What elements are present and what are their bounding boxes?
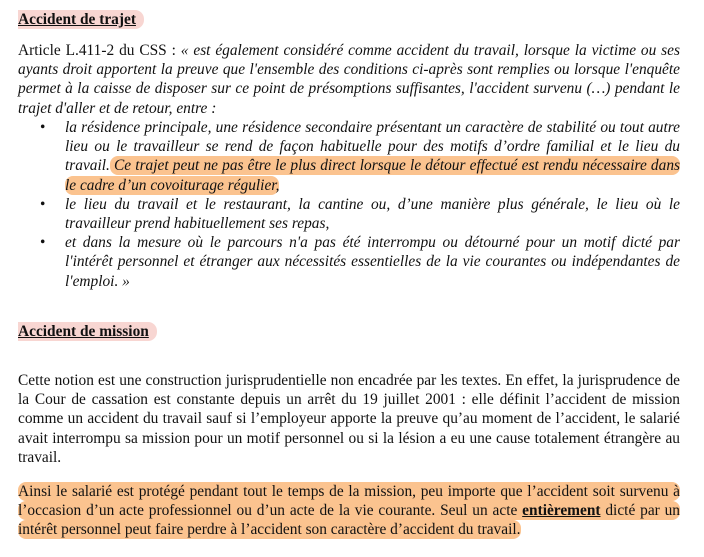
list-item-text: le lieu du travail et le restaurant, la cantine ou, d’une manière plus générale, le lieu où le travailleur prend habituellement ses repas, [65,195,680,233]
list-item-text: la résidence principale, une résidence secondaire présentant un caractère de stabilité ou tout autre lieu ou le travailleur se rend de façon habituelle pour des motifs d’ordre familial et le lieu du travail. [65,119,680,175]
highlighted-text [18,482,680,539]
conditions-list [18,118,680,291]
article-intro-paragraph [18,41,680,118]
bullet-icon: • [40,119,46,136]
list-item [18,233,680,291]
heading-accident-de-trajet: Accident de trajet [18,10,144,29]
heading-accident-de-mission: Accident de mission [18,322,157,341]
list-item-text: et dans la mesure où le parcours n'a pas été interrompu ou détourné pour un motif dicté par l'intérêt personnel et étranger aux nécessités essentielles de la vie courantes ou indépendantes de l'emploi. » [65,234,680,290]
bullet-icon: • [40,195,46,213]
mission-definition-paragraph: Cette notion est une construction jurisprudentielle non encadrée par les textes. En effet, la jurisprudence de la Cour de cassation est constante depuis un arrêt du 19 juillet 2001 : elle définit l’accident de mission comme un accident du travail sauf si l’employeur apporte la preuve qu’au moment de l’accident, le salarié avait interrompu sa mission pour un motif personnel ou si la lésion a eu une cause totalement étrangère au travail. [18,372,680,466]
emphasized-word: entièrement [522,502,601,520]
list-item [18,195,680,233]
mission-protection-paragraph [18,482,680,540]
list-item [18,118,680,195]
article-quote: « est également considéré comme accident du travail, lorsque la victime ou ses ayants droit apportent la preuve que l'ensemble des conditions ci-après sont remplies ou lorsque l'enquête permet à la caisse de disposer sur ce point de présomptions suffisantes, l'accident survenu (…) pendant le trajet d'aller et de retour, entre : [18,42,680,117]
paragraph-text: Ainsi le salarié est protégé pendant tout le temps de la mission, peu importe que l’accident soit survenu à l’occasion d’un acte professionnel ou d’un acte de la vie courante. Seul un acte [18,483,680,520]
bullet-icon: • [40,234,46,252]
highlighted-text: Ce trajet peut ne pas être le plus direct lorsque le détour effectué est rendu nécessaire dans le cadre d’un covoiturage régulier, [65,157,680,194]
paragraph-text: dicté par un intérêt personnel peut faire perdre à l’accident son caractère d’accident du travail. [18,502,681,539]
article-reference: Article L.411-2 du CSS : [18,42,181,59]
